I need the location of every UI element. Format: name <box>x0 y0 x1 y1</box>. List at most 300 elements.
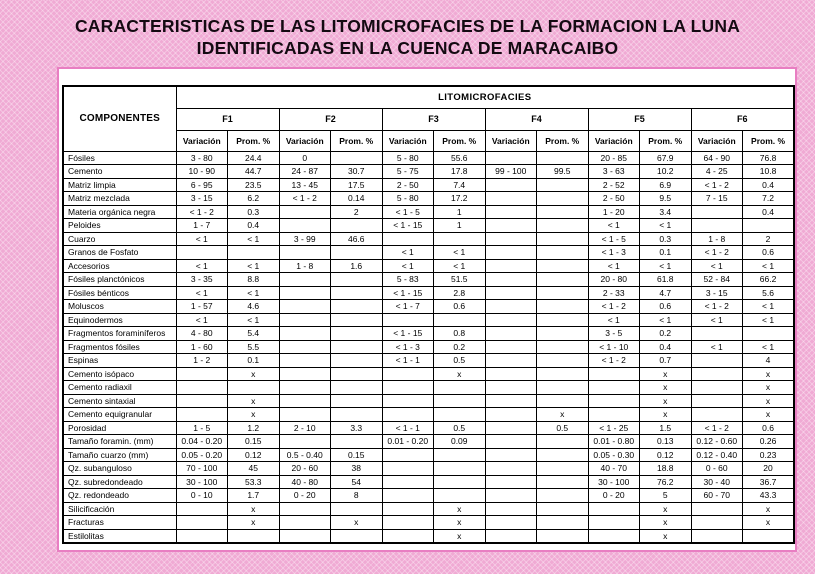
value-cell <box>485 489 537 503</box>
table-row <box>63 205 794 219</box>
value-cell: 4 - 25 <box>691 165 743 179</box>
value-cell <box>588 529 640 543</box>
value-cell <box>228 381 280 395</box>
value-cell: x <box>640 394 692 408</box>
value-cell: 0.6 <box>640 300 692 314</box>
value-cell: < 1 <box>382 259 434 273</box>
value-cell: 99.5 <box>537 165 589 179</box>
value-cell: x <box>640 367 692 381</box>
value-cell <box>743 529 795 543</box>
average-header-f6: Prom. % <box>743 130 795 151</box>
value-cell: x <box>640 529 692 543</box>
value-cell: 0 - 20 <box>588 489 640 503</box>
value-cell <box>485 421 537 435</box>
table-row <box>63 340 794 354</box>
value-cell: < 1 <box>743 300 795 314</box>
value-cell: 0.13 <box>640 435 692 449</box>
value-cell <box>691 327 743 341</box>
value-cell <box>485 219 537 233</box>
table-row <box>63 367 794 381</box>
value-cell <box>434 408 486 422</box>
component-label: Espinas <box>63 354 176 368</box>
component-label: Fragmentos foraminíferos <box>63 327 176 341</box>
value-cell: < 1 - 3 <box>588 246 640 260</box>
value-cell: 5 - 80 <box>382 151 434 165</box>
value-cell: x <box>743 516 795 530</box>
value-cell: x <box>331 516 383 530</box>
value-cell: < 1 <box>640 313 692 327</box>
value-cell: 0.5 <box>537 421 589 435</box>
value-cell <box>691 394 743 408</box>
value-cell: x <box>537 408 589 422</box>
value-cell: 1 <box>434 205 486 219</box>
value-cell <box>537 219 589 233</box>
value-cell <box>743 327 795 341</box>
value-cell <box>537 273 589 287</box>
value-cell <box>382 367 434 381</box>
value-cell: < 1 <box>228 259 280 273</box>
value-cell <box>537 286 589 300</box>
facies-header-f2: F2 <box>279 108 382 130</box>
value-cell: 0 - 20 <box>279 489 331 503</box>
value-cell: 17.8 <box>434 165 486 179</box>
value-cell: 0.5 <box>434 421 486 435</box>
table-row <box>63 327 794 341</box>
value-cell: 1 - 8 <box>279 259 331 273</box>
value-cell <box>537 489 589 503</box>
value-cell <box>485 151 537 165</box>
value-cell: 5 <box>640 489 692 503</box>
value-cell <box>691 354 743 368</box>
component-label: Tamaño cuarzo (mm) <box>63 448 176 462</box>
value-cell: 0.2 <box>434 340 486 354</box>
value-cell: < 1 <box>743 259 795 273</box>
page-title-line2: IDENTIFICADAS EN LA CUENCA DE MARACAIBO <box>196 38 619 58</box>
value-cell: 2 - 50 <box>382 178 434 192</box>
table-row <box>63 421 794 435</box>
value-cell: < 1 - 15 <box>382 219 434 233</box>
table-row <box>63 192 794 206</box>
litomicrofacies-header: LITOMICROFACIES <box>176 86 794 108</box>
value-cell: 0.04 - 0.20 <box>176 435 228 449</box>
component-label: Fósiles bénticos <box>63 286 176 300</box>
value-cell <box>434 381 486 395</box>
value-cell: 0.6 <box>434 300 486 314</box>
value-cell: < 1 - 3 <box>382 340 434 354</box>
value-cell <box>279 381 331 395</box>
value-cell <box>485 273 537 287</box>
value-cell <box>537 462 589 476</box>
value-cell: 0.4 <box>228 219 280 233</box>
value-cell <box>331 340 383 354</box>
value-cell <box>485 313 537 327</box>
component-label: Estilolitas <box>63 529 176 543</box>
value-cell: < 1 <box>228 313 280 327</box>
value-cell <box>537 232 589 246</box>
value-cell: 7.2 <box>743 192 795 206</box>
value-cell <box>279 502 331 516</box>
value-cell: 38 <box>331 462 383 476</box>
value-cell <box>485 300 537 314</box>
value-cell: < 1 <box>434 246 486 260</box>
value-cell: x <box>743 381 795 395</box>
value-cell <box>485 354 537 368</box>
value-cell <box>537 259 589 273</box>
value-cell: 0.1 <box>640 246 692 260</box>
variation-header-f3: Variación <box>382 130 434 151</box>
value-cell <box>537 448 589 462</box>
value-cell: x <box>640 381 692 395</box>
value-cell: < 1 <box>640 219 692 233</box>
value-cell <box>382 529 434 543</box>
value-cell <box>485 192 537 206</box>
value-cell: 5.4 <box>228 327 280 341</box>
table-row <box>63 219 794 233</box>
value-cell <box>434 489 486 503</box>
value-cell: 0 - 10 <box>176 489 228 503</box>
value-cell <box>382 475 434 489</box>
value-cell: 0.12 <box>640 448 692 462</box>
facies-header-f6: F6 <box>691 108 794 130</box>
component-label: Qz. subredondeado <box>63 475 176 489</box>
component-label: Porosidad <box>63 421 176 435</box>
value-cell: < 1 <box>176 313 228 327</box>
value-cell <box>691 367 743 381</box>
table-row <box>63 165 794 179</box>
value-cell: < 1 - 2 <box>691 246 743 260</box>
value-cell: 0.01 - 0.20 <box>382 435 434 449</box>
value-cell <box>382 313 434 327</box>
value-cell <box>382 408 434 422</box>
value-cell <box>537 313 589 327</box>
value-cell: 13 - 45 <box>279 178 331 192</box>
value-cell: < 1 - 2 <box>588 300 640 314</box>
average-header-f1: Prom. % <box>228 130 280 151</box>
value-cell: 5 - 80 <box>382 192 434 206</box>
value-cell: 3.3 <box>331 421 383 435</box>
value-cell: 30 - 100 <box>588 475 640 489</box>
facies-header-f3: F3 <box>382 108 485 130</box>
value-cell: 8.8 <box>228 273 280 287</box>
table-row <box>63 178 794 192</box>
value-cell <box>537 394 589 408</box>
component-label: Accesorios <box>63 259 176 273</box>
value-cell <box>485 367 537 381</box>
value-cell: 5 - 83 <box>382 273 434 287</box>
value-cell: 4.6 <box>228 300 280 314</box>
value-cell: 20 - 80 <box>588 273 640 287</box>
component-label: Matriz limpia <box>63 178 176 192</box>
value-cell <box>588 502 640 516</box>
value-cell: 10 - 90 <box>176 165 228 179</box>
value-cell <box>691 502 743 516</box>
value-cell <box>279 205 331 219</box>
value-cell: 0.7 <box>640 354 692 368</box>
value-cell <box>485 516 537 530</box>
value-cell: 0.15 <box>228 435 280 449</box>
variation-header-f4: Variación <box>485 130 537 151</box>
value-cell: 10.8 <box>743 165 795 179</box>
value-cell: 43.3 <box>743 489 795 503</box>
value-cell: 3 - 63 <box>588 165 640 179</box>
value-cell <box>537 354 589 368</box>
value-cell <box>691 381 743 395</box>
value-cell <box>485 502 537 516</box>
table-row <box>63 394 794 408</box>
component-label: Qz. subanguloso <box>63 462 176 476</box>
value-cell: < 1 - 2 <box>588 354 640 368</box>
table-row <box>63 381 794 395</box>
value-cell <box>331 408 383 422</box>
value-cell <box>279 273 331 287</box>
table-row <box>63 259 794 273</box>
table-row <box>63 246 794 260</box>
value-cell <box>537 502 589 516</box>
value-cell: < 1 <box>176 232 228 246</box>
value-cell: 0.8 <box>434 327 486 341</box>
component-label: Fracturas <box>63 516 176 530</box>
value-cell <box>279 286 331 300</box>
value-cell: x <box>434 529 486 543</box>
value-cell: 3.4 <box>640 205 692 219</box>
value-cell: x <box>434 516 486 530</box>
value-cell: 45 <box>228 462 280 476</box>
variation-header-f5: Variación <box>588 130 640 151</box>
value-cell: 53.3 <box>228 475 280 489</box>
value-cell <box>434 232 486 246</box>
value-cell <box>537 529 589 543</box>
variation-header-f6: Variación <box>691 130 743 151</box>
value-cell: 1.2 <box>228 421 280 435</box>
value-cell <box>176 529 228 543</box>
value-cell: < 1 - 5 <box>382 205 434 219</box>
value-cell <box>382 502 434 516</box>
value-cell: < 1 <box>588 259 640 273</box>
value-cell <box>279 354 331 368</box>
value-cell: < 1 - 15 <box>382 286 434 300</box>
value-cell <box>176 408 228 422</box>
value-cell: 18.8 <box>640 462 692 476</box>
value-cell <box>382 462 434 476</box>
value-cell <box>331 367 383 381</box>
value-cell <box>485 178 537 192</box>
value-cell: < 1 <box>691 259 743 273</box>
component-label: Matriz mezclada <box>63 192 176 206</box>
value-cell <box>176 367 228 381</box>
value-cell: 0.12 - 0.40 <box>691 448 743 462</box>
value-cell: 1 - 5 <box>176 421 228 435</box>
value-cell: 3 - 80 <box>176 151 228 165</box>
component-label: Peloides <box>63 219 176 233</box>
value-cell <box>434 448 486 462</box>
value-cell: < 1 <box>588 219 640 233</box>
value-cell: 0.4 <box>743 178 795 192</box>
value-cell: 0.3 <box>228 205 280 219</box>
value-cell: x <box>640 502 692 516</box>
value-cell <box>331 313 383 327</box>
value-cell: 17.5 <box>331 178 383 192</box>
average-header-f5: Prom. % <box>640 130 692 151</box>
value-cell: 0.6 <box>743 421 795 435</box>
value-cell: 4.7 <box>640 286 692 300</box>
value-cell: 2 - 33 <box>588 286 640 300</box>
value-cell <box>176 394 228 408</box>
value-cell <box>176 381 228 395</box>
value-cell <box>279 300 331 314</box>
component-label: Cemento radiaxil <box>63 381 176 395</box>
value-cell: < 1 - 10 <box>588 340 640 354</box>
value-cell: 1 - 7 <box>176 219 228 233</box>
value-cell: < 1 <box>228 232 280 246</box>
table-row <box>63 502 794 516</box>
value-cell: 0.6 <box>743 246 795 260</box>
value-cell: 1 - 57 <box>176 300 228 314</box>
value-cell: 5 - 75 <box>382 165 434 179</box>
value-cell: < 1 <box>743 340 795 354</box>
value-cell <box>588 381 640 395</box>
value-cell: x <box>743 394 795 408</box>
value-cell: < 1 <box>640 259 692 273</box>
value-cell: 0.4 <box>640 340 692 354</box>
value-cell: 0.12 <box>228 448 280 462</box>
value-cell: x <box>228 394 280 408</box>
value-cell: 30 - 100 <box>176 475 228 489</box>
value-cell: 23.5 <box>228 178 280 192</box>
value-cell <box>537 151 589 165</box>
value-cell <box>537 475 589 489</box>
value-cell <box>485 408 537 422</box>
table-row <box>63 462 794 476</box>
value-cell: < 1 - 1 <box>382 421 434 435</box>
value-cell <box>485 529 537 543</box>
value-cell <box>691 205 743 219</box>
value-cell <box>279 367 331 381</box>
value-cell: 99 - 100 <box>485 165 537 179</box>
value-cell: 5.6 <box>743 286 795 300</box>
page-title <box>0 0 815 59</box>
value-cell: 0.4 <box>743 205 795 219</box>
value-cell <box>331 529 383 543</box>
value-cell: < 1 - 2 <box>691 300 743 314</box>
variation-header-f1: Variación <box>176 130 228 151</box>
value-cell <box>279 327 331 341</box>
value-cell: < 1 <box>228 286 280 300</box>
value-cell: 3 - 99 <box>279 232 331 246</box>
value-cell <box>537 340 589 354</box>
component-label: Fragmentos fósiles <box>63 340 176 354</box>
value-cell: 0.5 <box>434 354 486 368</box>
average-header-f3: Prom. % <box>434 130 486 151</box>
value-cell <box>485 435 537 449</box>
value-cell: < 1 - 7 <box>382 300 434 314</box>
value-cell <box>382 381 434 395</box>
value-cell: < 1 - 15 <box>382 327 434 341</box>
value-cell: 4 - 80 <box>176 327 228 341</box>
facies-header-f1: F1 <box>176 108 279 130</box>
value-cell: 8 <box>331 489 383 503</box>
value-cell: 1.6 <box>331 259 383 273</box>
value-cell <box>331 219 383 233</box>
value-cell <box>279 219 331 233</box>
value-cell <box>279 435 331 449</box>
value-cell <box>331 151 383 165</box>
value-cell <box>485 286 537 300</box>
value-cell: < 1 - 2 <box>176 205 228 219</box>
value-cell <box>382 448 434 462</box>
value-cell: 54 <box>331 475 383 489</box>
value-cell: 0.23 <box>743 448 795 462</box>
value-cell: x <box>228 516 280 530</box>
value-cell: x <box>434 367 486 381</box>
value-cell <box>382 394 434 408</box>
value-cell: 3 - 15 <box>691 286 743 300</box>
value-cell: 0.3 <box>640 232 692 246</box>
value-cell <box>434 462 486 476</box>
value-cell: 5.5 <box>228 340 280 354</box>
component-label: Cemento sintaxial <box>63 394 176 408</box>
value-cell <box>691 516 743 530</box>
value-cell: 6 - 95 <box>176 178 228 192</box>
value-cell <box>279 246 331 260</box>
value-cell <box>485 340 537 354</box>
value-cell <box>279 313 331 327</box>
value-cell: 0.15 <box>331 448 383 462</box>
value-cell <box>331 502 383 516</box>
value-cell: 0.26 <box>743 435 795 449</box>
value-cell: 2.8 <box>434 286 486 300</box>
value-cell: < 1 <box>382 246 434 260</box>
value-cell: 2 - 50 <box>588 192 640 206</box>
value-cell: 51.5 <box>434 273 486 287</box>
value-cell: 30 - 40 <box>691 475 743 489</box>
value-cell: x <box>228 408 280 422</box>
table-panel <box>57 67 797 552</box>
value-cell <box>331 354 383 368</box>
table-row <box>63 313 794 327</box>
value-cell <box>331 435 383 449</box>
value-cell: 67.9 <box>640 151 692 165</box>
value-cell <box>537 192 589 206</box>
value-cell: 6.2 <box>228 192 280 206</box>
value-cell <box>485 232 537 246</box>
value-cell: 61.8 <box>640 273 692 287</box>
value-cell: 20 - 60 <box>279 462 331 476</box>
value-cell: 1 - 8 <box>691 232 743 246</box>
facies-header-f4: F4 <box>485 108 588 130</box>
table-row <box>63 232 794 246</box>
value-cell: 7 - 15 <box>691 192 743 206</box>
value-cell <box>485 327 537 341</box>
value-cell: 36.7 <box>743 475 795 489</box>
value-cell <box>485 381 537 395</box>
value-cell: 7.4 <box>434 178 486 192</box>
value-cell: x <box>640 408 692 422</box>
table-row <box>63 489 794 503</box>
value-cell: 0.09 <box>434 435 486 449</box>
value-cell: 0.01 - 0.80 <box>588 435 640 449</box>
value-cell <box>331 300 383 314</box>
value-cell: 0.05 - 0.30 <box>588 448 640 462</box>
value-cell: 2 <box>743 232 795 246</box>
component-label: Fósiles planctónicos <box>63 273 176 287</box>
value-cell <box>588 394 640 408</box>
value-cell: 44.7 <box>228 165 280 179</box>
component-label: Cemento <box>63 165 176 179</box>
table-row <box>63 354 794 368</box>
value-cell: 2 <box>331 205 383 219</box>
component-label: Moluscos <box>63 300 176 314</box>
value-cell: < 1 - 2 <box>279 192 331 206</box>
